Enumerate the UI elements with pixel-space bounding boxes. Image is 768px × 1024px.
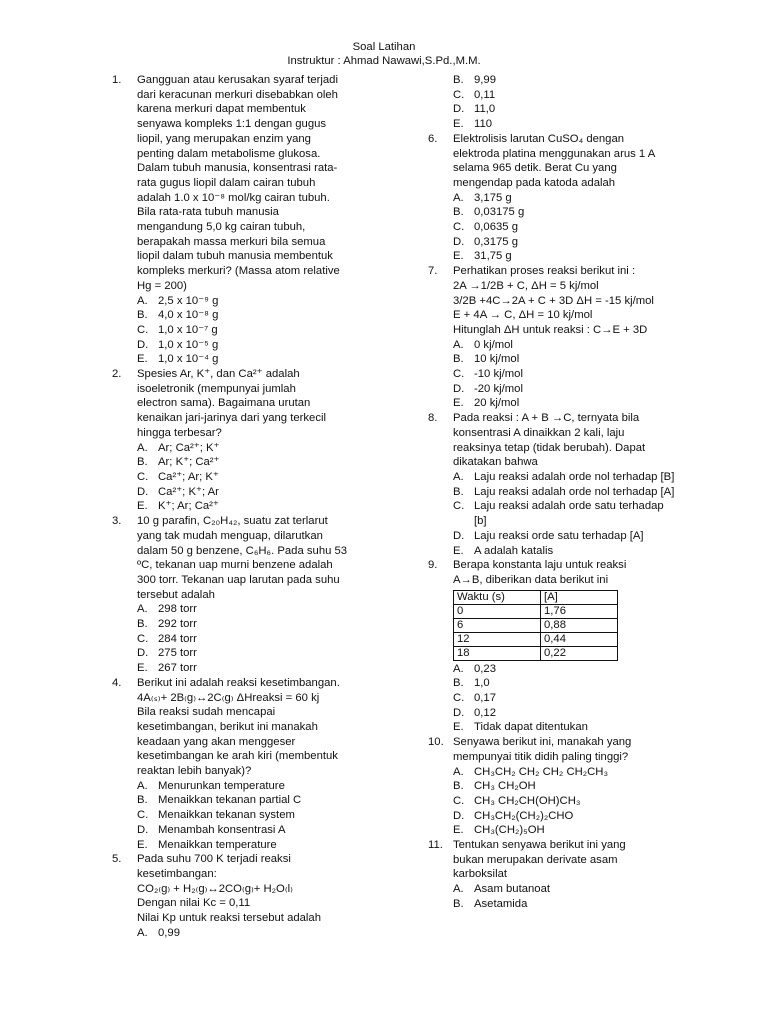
table-cell: 0,22 [541,646,618,660]
question-line: mempunyai titik didih paling tinggi? [453,750,629,763]
question-text [453,558,678,587]
option-text: 284 torr [158,632,197,645]
question-line: dari keracunan merkuri disebabkan oleh [137,88,338,101]
question-line: 4A₍ₛ₎+ 2B₍g₎↔2C₍g₎ ΔHreaksi = 60 kj [137,691,320,704]
option-letter: D. [137,485,149,498]
option-letter: A. [453,765,464,778]
question-line: tersebut adalah [137,588,215,601]
answer-option [453,809,678,824]
option-letter: C. [137,470,149,483]
table-cell: 18 [454,646,541,660]
question-line: Pada suhu 700 K terjadi reaksi [137,853,291,866]
question-continuation [428,73,678,132]
option-text: 1,0 x 10⁻⁵ g [158,338,219,351]
option-letter: E. [453,397,464,410]
answer-option [453,720,678,735]
option-list [137,602,363,676]
answer-option [453,205,678,220]
question-line: kenaikan jari-jarinya dari yang terkecil [137,412,326,425]
table-row [454,646,618,660]
option-letter: C. [453,500,465,513]
option-text: 0,03175 g [474,206,525,219]
option-text: Menaikkan tekanan partial C [158,794,302,807]
answer-option [453,691,678,706]
question-line: Berikut ini adalah reaksi kesetimbangan. [137,676,340,689]
question-line: karboksilat [453,868,507,881]
option-list [453,470,678,558]
question-line: adalah 1.0 x 10⁻⁸ mol/kg cairan tubuh. [137,191,330,204]
option-text: 292 torr [158,618,197,631]
question-line: E + 4A → C, ΔH = 10 kj/mol [453,309,593,322]
option-text: 10 kj/mol [474,353,520,366]
answer-option [137,926,363,941]
question-line: elektroda platina menggunakan arus 1 A [453,147,656,160]
option-letter: D. [137,823,149,836]
answer-option [137,470,363,485]
question-line: A→B, diberikan data berikut ini [453,573,609,586]
answer-option [453,779,678,794]
question-line: Bila reaksi sudah mencapai [137,706,276,719]
question-line: Spesies Ar, K⁺, dan Ca²⁺ adalah [137,368,300,381]
answer-option [453,499,678,528]
question-text [137,676,363,779]
option-text: 0,23 [474,662,496,675]
option-text: CH₃ CH₂OH [474,780,536,793]
question-item [428,735,678,838]
question-line: reaktan lebih banyak)? [137,765,252,778]
answer-option [137,602,363,617]
option-letter: A. [137,441,148,454]
option-text: 20 kj/mol [474,397,520,410]
table-cell: 6 [454,618,541,632]
option-letter: A. [453,470,464,483]
option-text: 1,0 x 10⁻⁷ g [158,323,218,336]
question-line: kompleks merkuri? (Massa atom relative [137,265,340,278]
question-number: 8. [428,412,438,425]
question-item [428,132,678,264]
answer-option [137,661,363,676]
option-text: Menurunkan temperature [158,779,285,792]
question-item [112,367,363,514]
option-text: 110 [474,118,493,131]
option-text: 1,0 [474,677,490,690]
option-text: Laju reaksi adalah orde nol terhadap [A] [474,485,675,498]
question-text [453,132,678,191]
option-letter: A. [453,338,464,351]
answer-option [453,102,678,117]
answer-option [137,455,363,470]
question-line: hingga terbesar? [137,426,222,439]
question-line: dikatakan bahwa [453,456,538,469]
option-letter: C. [137,632,149,645]
option-letter: C. [453,221,465,234]
answer-option [453,794,678,809]
option-text: 9,99 [474,74,496,86]
option-list [453,191,678,265]
data-table [453,590,618,661]
option-text: 31,75 g [474,250,512,263]
option-letter: E. [453,721,464,734]
option-letter: E. [453,824,464,837]
question-line: Dalam tubuh manusia, konsentrasi rata- [137,162,338,175]
question-number: 4. [112,676,122,689]
question-line: Tentukan senyawa berikut ini yang [453,839,626,852]
answer-option [453,470,678,485]
option-text: -10 kj/mol [474,368,523,381]
question-line: rata gugus liopil dalam cairan tubuh [137,176,316,189]
question-line: Dengan nilai Kc = 0,11 [137,897,251,910]
answer-option [137,617,363,632]
option-list [453,882,678,911]
question-line: 10 g parafin, C₂₀H₄₂, suatu zat terlarut [137,515,328,528]
question-line: isoeletronik (mempunyai jumlah [137,382,296,395]
option-letter: D. [137,338,149,351]
table-cell: 0,44 [541,632,618,646]
question-number: 11. [428,839,443,852]
document-header [0,40,768,68]
option-letter: A. [453,662,464,675]
option-text: 298 torr [158,603,197,616]
question-line: Berapa konstanta laju untuk reaksi [453,559,627,572]
answer-option [137,838,363,853]
option-letter: E. [137,838,148,851]
answer-option [453,897,678,912]
question-number: 3. [112,515,122,528]
answer-option [453,882,678,897]
answer-option [137,646,363,661]
question-number: 10. [428,736,444,749]
option-letter: A. [453,883,464,896]
option-text: 0,12 [474,706,496,719]
table-header-cell: Waktu (s) [454,590,541,604]
question-line: kesetimbangan ke arah kiri (membentuk [137,750,338,763]
option-letter: A. [137,926,148,939]
option-text: Asam butanoat [474,883,550,896]
answer-option [137,352,363,367]
answer-option [453,676,678,691]
option-text: -20 kj/mol [474,382,523,395]
option-text: CH₃(CH₂)₅OH [474,824,545,837]
option-text: 0,99 [158,926,180,939]
answer-option [453,352,678,367]
left-column [112,73,363,940]
option-letter: C. [453,368,465,381]
question-number: 1. [112,74,122,86]
option-text: 2,5 x 10⁻⁹ g [158,294,219,307]
question-line: konsentrasi A dinaikkan 2 kali, laju [453,426,625,439]
option-text: Ar; K⁺; Ca²⁺ [158,456,220,469]
question-number: 9. [428,559,438,572]
answer-option [453,73,678,88]
question-item [428,264,678,411]
question-item [112,852,363,940]
question-line: reaksinya tetap (tidak berubah). Dapat [453,441,646,454]
option-letter: A. [137,779,148,792]
option-text: 0,17 [474,692,496,705]
question-line: keadaan yang akan menggeser [137,735,296,748]
option-text: 11,0 [474,103,496,116]
question-line: Nilai Kp untuk reaksi tersebut adalah [137,912,321,925]
answer-option [453,396,678,411]
answer-option [137,294,363,309]
option-letter: A. [137,294,148,307]
answer-option [453,662,678,677]
option-text: A adalah katalis [474,544,554,557]
option-list [137,441,363,515]
option-letter: E. [137,500,148,513]
option-list [453,338,678,412]
answer-option [453,529,678,544]
option-letter: D. [137,647,149,660]
question-line: ºC, tekanan uap murni benzene adalah [137,559,333,572]
answer-option [453,249,678,264]
question-line: liopil dalam tubuh manusia membentuk [137,250,333,263]
question-line: 3/2B +4C→2A + C + 3D ΔH = -15 kj/mol [453,294,654,307]
answer-option [137,323,363,338]
option-list [453,73,678,132]
option-text: 4,0 x 10⁻⁸ g [158,309,219,322]
option-letter: B. [453,353,464,366]
answer-option [453,88,678,103]
option-text: 0,3175 g [474,235,518,248]
question-line: Perhatikan proses reaksi berikut ini : [453,265,636,278]
option-text: CH₃CH₂ CH₂ CH₂ CH₂CH₃ [474,765,609,778]
answer-option [453,220,678,235]
answer-option [453,367,678,382]
question-line: senyawa kompleks 1:1 dengan gugus [137,118,327,131]
option-text: Menambah konsentrasi A [158,823,286,836]
table-header-row [454,590,618,604]
question-item [112,514,363,676]
option-letter: E. [137,662,148,675]
option-text: Menaikkan temperature [158,838,277,851]
question-line: liopil, yang merupakan enzim yang [137,132,311,145]
option-letter: B. [137,456,148,469]
option-letter: C. [453,88,465,101]
question-number: 5. [112,853,122,866]
question-text [453,838,678,882]
option-text: 0 kj/mol [474,338,513,351]
question-item [428,838,678,912]
option-text: 1,0 x 10⁻⁴ g [158,353,219,366]
question-item [428,558,678,735]
option-text: CH₃CH₂(CH₂)₂CHO [474,809,574,822]
answer-option [453,338,678,353]
question-text [453,264,678,338]
option-list [453,662,678,736]
question-line: berapakah massa merkuri bila semua [137,235,326,248]
question-item [112,73,363,367]
answer-option [137,793,363,808]
option-letter: B. [137,309,148,322]
answer-option [453,191,678,206]
option-letter: B. [137,618,148,631]
option-list [137,779,363,853]
answer-option [453,706,678,721]
option-letter: E. [453,118,464,131]
answer-option [453,117,678,132]
question-line: bukan merupakan derivate asam [453,853,618,866]
table-cell: 12 [454,632,541,646]
answer-option [137,485,363,500]
option-letter: A. [453,191,464,204]
question-line: kesetimbangan: [137,867,217,880]
question-line: Pada reaksi : A + B →C, ternyata bila [453,412,640,425]
answer-option [137,779,363,794]
option-letter: E. [453,544,464,557]
question-line: mengendap pada katoda adalah [453,176,616,189]
question-line: Hg = 200) [137,279,187,292]
option-text: Laju reaksi adalah orde satu terhadap [b] [474,500,664,528]
question-text [137,514,363,602]
answer-option [453,382,678,397]
option-text: Ar; Ca²⁺; K⁺ [158,441,220,454]
question-text [137,367,363,441]
option-text: Ca²⁺; Ar; K⁺ [158,470,219,483]
option-letter: E. [137,353,148,366]
option-text: Laju reaksi adalah orde nol terhadap [B] [474,470,675,483]
option-text: K⁺; Ar; Ca²⁺ [158,500,219,513]
option-letter: B. [453,780,464,793]
question-line: karena merkuri dapat membentuk [137,103,306,116]
option-text: 3,175 g [474,191,512,204]
option-letter: D. [453,529,465,542]
option-letter: D. [453,809,465,822]
table-row [454,618,618,632]
table-row [454,604,618,618]
question-line: Hitunglah ΔH untuk reaksi : C→E + 3D [453,323,648,336]
table-cell: 0,88 [541,618,618,632]
option-letter: C. [137,809,149,822]
option-text: 0,0635 g [474,221,518,234]
option-letter: B. [453,206,464,219]
option-text: Ca²⁺; K⁺; Ar [158,485,219,498]
question-item [428,411,678,558]
option-text: Menaikkan tekanan system [158,809,295,822]
option-letter: B. [137,794,148,807]
question-line: 2A →1/2B + C, ΔH = 5 kj/mol [453,279,599,292]
question-line: dalam 50 g benzene, C₆H₆. Pada suhu 53 [137,544,348,557]
option-letter: B. [453,677,464,690]
option-letter: D. [453,103,465,116]
answer-option [453,823,678,838]
table-row [454,632,618,646]
instructor-line: Instruktur : Ahmad Nawawi,S.Pd.,M.M. [287,55,481,67]
answer-option [137,823,363,838]
option-letter: B. [453,485,464,498]
table-cell: 1,76 [541,604,618,618]
answer-option [137,308,363,323]
question-number: 6. [428,132,438,145]
answer-option [137,808,363,823]
question-number: 2. [112,368,122,381]
question-line: Elektrolisis larutan CuSO₄ dengan [453,132,625,145]
question-text [137,852,363,926]
option-letter: B. [453,897,464,910]
option-text: CH₃ CH₂CH(OH)CH₃ [474,794,581,807]
question-line: yang tak mudah menguap, dilarutkan [137,529,323,542]
answer-option [453,765,678,780]
option-list [453,765,678,839]
option-text: 275 torr [158,647,197,660]
option-text: Asetamida [474,897,528,910]
answer-option [137,338,363,353]
answer-option [453,485,678,500]
question-text [453,735,678,764]
question-text [453,411,678,470]
option-text: Tidak dapat ditentukan [474,721,588,734]
question-number: 7. [428,265,438,278]
answer-option [137,499,363,514]
table-header-cell: [A] [541,590,618,604]
question-line: selama 965 detik. Berat Cu yang [453,162,617,175]
option-letter: D. [453,706,465,719]
option-list [137,294,363,368]
question-line: electron sama). Bagaimana urutan [137,397,311,410]
right-column [428,73,678,912]
option-letter: D. [453,382,465,395]
option-letter: C. [453,692,465,705]
option-letter: D. [453,235,465,248]
table-cell: 0 [454,604,541,618]
question-item [112,676,363,852]
answer-option [137,632,363,647]
option-letter: C. [137,323,149,336]
question-line: Bila rata-rata tubuh manusia [137,206,279,219]
option-text: 0,11 [474,88,496,101]
option-text: 267 torr [158,662,197,675]
document-title: Soal Latihan [352,41,416,53]
question-text [137,73,363,294]
question-line: 300 torr. Tekanan uap larutan pada suhu [137,573,340,586]
question-line: penting dalam metabolisme glukosa. [137,147,321,160]
question-line: Gangguan atau kerusakan syaraf terjadi [137,74,338,86]
option-letter: B. [453,74,464,86]
question-line: Senyawa berikut ini, manakah yang [453,736,632,749]
question-line: kesetimbangan, berikut ini manakah [137,720,318,733]
option-text: Laju reaksi orde satu terhadap [A] [474,529,644,542]
option-letter: C. [453,794,465,807]
question-line: CO₂₍g₎ + H₂₍g₎↔2CO₍g₎+ H₂O₍l₎ [137,882,293,895]
answer-option [453,235,678,250]
answer-option [453,544,678,559]
option-letter: A. [137,603,148,616]
option-letter: E. [453,250,464,263]
option-list [137,926,363,941]
question-line: mengandung 5,0 kg cairan tubuh, [137,221,306,234]
answer-option [137,441,363,456]
